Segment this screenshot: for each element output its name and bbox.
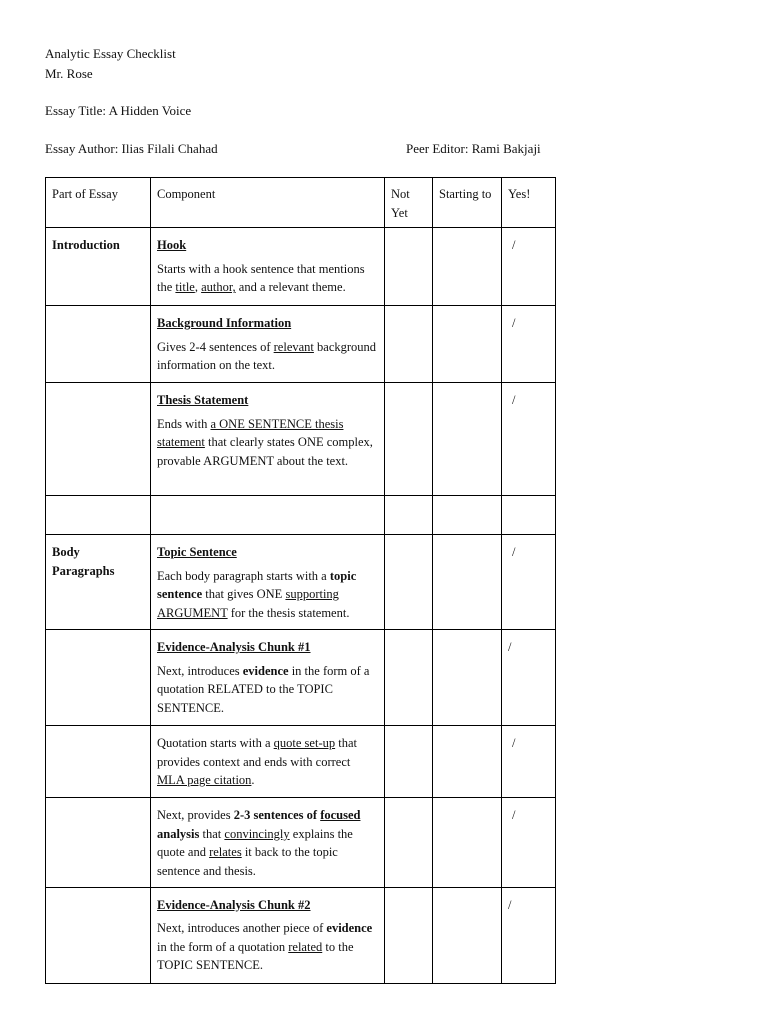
starting-to-cell[interactable] — [433, 630, 502, 726]
part-cell — [46, 630, 151, 726]
component-text: Ends with a ONE SENTENCE thesis statement that clearly states ONE complex, provable ARGUMENT about the text. — [157, 416, 373, 468]
component-title: Evidence-Analysis Chunk #1 — [157, 640, 311, 655]
component-cell — [151, 383, 385, 496]
component-cell — [151, 630, 385, 726]
starting-to-cell[interactable] — [433, 306, 502, 383]
check-mark: / — [508, 640, 512, 655]
part-label: Body Paragraphs — [52, 545, 115, 578]
peer-editor: Peer Editor: Rami Bakjaji — [406, 141, 541, 156]
table-row — [46, 306, 556, 383]
not-yet-cell[interactable] — [385, 887, 433, 983]
essay-author: Essay Author: Ilias Filali Chahad — [45, 141, 218, 156]
header-not-yet: Not Yet — [385, 178, 433, 228]
not-yet-cell[interactable] — [385, 383, 433, 496]
part-cell — [46, 228, 151, 306]
not-yet-cell[interactable] — [385, 630, 433, 726]
not-yet-cell[interactable] — [385, 535, 433, 630]
component-text: Next, introduces another piece of evidence in the form of a quotation related to the TOPIC SENTENCE. — [157, 921, 373, 973]
check-mark: / — [512, 808, 516, 823]
component-text: Quotation starts with a quote set-up that provides context and ends with correct MLA page citation. — [157, 736, 357, 788]
component-cell — [151, 496, 385, 535]
yes-cell[interactable] — [502, 887, 556, 983]
not-yet-cell[interactable] — [385, 798, 433, 887]
yes-cell[interactable] — [502, 228, 556, 306]
starting-to-cell[interactable] — [433, 726, 502, 798]
component-text: Next, provides 2-3 sentences of focused analysis that convincingly explains the quote and relates it back to the topic sentence and thesis. — [157, 808, 361, 878]
check-mark: / — [512, 238, 516, 253]
header-yes: Yes! — [502, 178, 556, 228]
part-cell — [46, 306, 151, 383]
not-yet-cell[interactable] — [385, 228, 433, 306]
table-header-row — [46, 178, 556, 228]
yes-cell[interactable] — [502, 496, 556, 535]
part-cell — [46, 535, 151, 630]
part-label: Introduction — [52, 238, 120, 253]
component-cell — [151, 228, 385, 306]
component-title: Topic Sentence — [157, 545, 237, 560]
table-row — [46, 630, 556, 726]
component-text: Gives 2-4 sentences of relevant background information on the text. — [157, 339, 377, 373]
part-cell — [46, 383, 151, 496]
starting-to-cell[interactable] — [433, 496, 502, 535]
not-yet-cell[interactable] — [385, 726, 433, 798]
not-yet-cell[interactable] — [385, 306, 433, 383]
component-cell — [151, 306, 385, 383]
component-text: Starts with a hook sentence that mentions the title, author, and a relevant theme. — [157, 261, 365, 295]
yes-cell[interactable] — [502, 306, 556, 383]
check-mark: / — [508, 897, 512, 912]
table-row — [46, 726, 556, 798]
checklist-table — [45, 177, 556, 984]
check-mark: / — [512, 545, 516, 560]
yes-cell[interactable] — [502, 630, 556, 726]
table-row — [46, 383, 556, 496]
component-title: Background Information — [157, 316, 292, 331]
not-yet-cell[interactable] — [385, 496, 433, 535]
starting-to-cell[interactable] — [433, 798, 502, 887]
starting-to-cell[interactable] — [433, 535, 502, 630]
starting-to-cell[interactable] — [433, 887, 502, 983]
component-cell — [151, 887, 385, 983]
yes-cell[interactable] — [502, 798, 556, 887]
starting-to-cell[interactable] — [433, 228, 502, 306]
essay-title: Essay Title: A Hidden Voice — [45, 103, 192, 118]
component-title: Hook — [157, 238, 187, 253]
header-component: Component — [151, 178, 385, 228]
yes-cell[interactable] — [502, 535, 556, 630]
component-text: Each body paragraph starts with a topic sentence that gives ONE supporting ARGUMENT for the thesis statement. — [157, 568, 357, 620]
part-cell — [46, 798, 151, 887]
part-cell — [46, 726, 151, 798]
component-cell — [151, 798, 385, 887]
yes-cell[interactable] — [502, 383, 556, 496]
table-row — [46, 496, 556, 535]
check-mark: / — [512, 736, 516, 751]
check-mark: / — [512, 316, 516, 331]
component-cell — [151, 535, 385, 630]
table-row — [46, 798, 556, 887]
component-cell — [151, 726, 385, 798]
component-title: Thesis Statement — [157, 393, 249, 408]
header-part-of-essay: Part of Essay — [46, 178, 151, 228]
table-row — [46, 887, 556, 983]
part-cell — [46, 496, 151, 535]
document-title: Analytic Essay Checklist — [45, 46, 176, 61]
yes-cell[interactable] — [502, 726, 556, 798]
header-starting-to: Starting to — [433, 178, 502, 228]
teacher-name: Mr. Rose — [45, 66, 93, 81]
starting-to-cell[interactable] — [433, 383, 502, 496]
component-title: Evidence-Analysis Chunk #2 — [157, 897, 311, 912]
table-row — [46, 535, 556, 630]
part-cell — [46, 887, 151, 983]
check-mark: / — [512, 393, 516, 408]
component-text: Next, introduces evidence in the form of a quotation RELATED to the TOPIC SENTENCE. — [157, 663, 370, 715]
table-row — [46, 228, 556, 306]
